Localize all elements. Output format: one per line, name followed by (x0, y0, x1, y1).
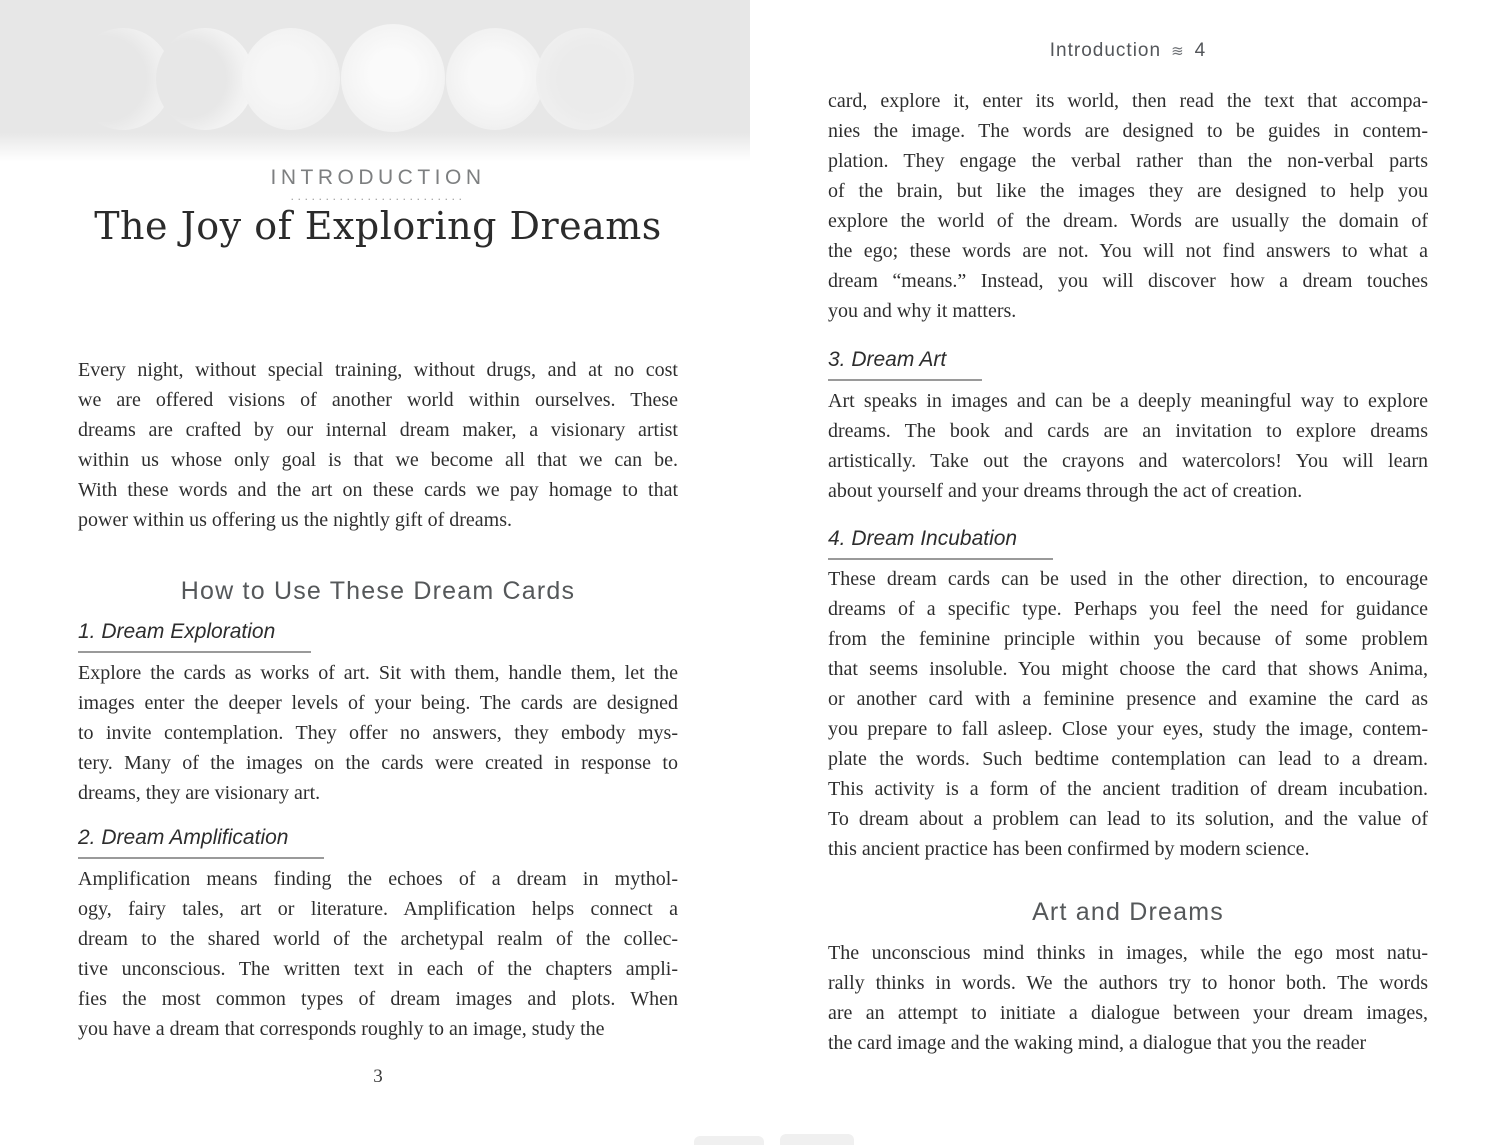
text-line: are an attempt to initiate a dialogue between your dream images, (828, 1002, 1428, 1024)
text-line: we are offered visions of another world within ourselves. These (78, 389, 678, 411)
subsection-heading-label: 4. Dream Incubation (828, 527, 1053, 560)
right-page (828, 0, 1428, 1145)
page-number-left: 3 (373, 1066, 383, 1087)
dream-exploration-paragraph (78, 658, 678, 808)
text-line: Amplification means finding the echoes of a dream in mythol- (78, 868, 678, 890)
text-line: dreams of a specific type. Perhaps you feel the need for guidance (828, 598, 1428, 620)
text-line: Every night, without special training, without drugs, and at no cost (78, 359, 678, 381)
running-header (828, 40, 1428, 62)
subsection-heading-label: 1. Dream Exploration (78, 620, 311, 653)
text-line: With these words and the art on these cards we pay homage to that (78, 479, 678, 501)
text-line: dream “means.” Instead, you will discover how a dream touches (828, 270, 1428, 292)
subsection-heading-label: 3. Dream Art (828, 348, 982, 381)
cropped-page-artifact (694, 1133, 854, 1145)
text-line: this ancient practice has been confirmed by modern science. (828, 838, 1310, 860)
section-heading-how-to-use: How to Use These Dream Cards (180, 577, 576, 605)
text-line: tive unconscious. The written text in each of the chapters ampli- (78, 958, 678, 980)
subsection-heading-label: 2. Dream Amplification (78, 826, 324, 859)
text-line: within us whose only goal is that we become all that we can be. (78, 449, 678, 471)
text-line: Explore the cards as works of art. Sit with them, handle them, let the (78, 662, 678, 684)
text-line: These dream cards can be used in the other direction, to encourage (828, 568, 1428, 590)
text-line: To dream about a problem can lead to its solution, and the value of (828, 808, 1428, 830)
text-line: fies the most common types of dream images and plots. When (78, 988, 678, 1010)
text-line: artistically. Take out the crayons and watercolors! You will learn (828, 450, 1428, 472)
text-line: that seems insoluble. You might choose the card that shows Anima, (828, 658, 1428, 680)
text-line: explore the world of the dream. Words are usually the domain of (828, 210, 1428, 232)
text-line: dreams. The book and cards are an invitation to explore dreams (828, 420, 1428, 442)
text-line: rally thinks in words. We the authors try to honor both. The words (828, 972, 1428, 994)
text-line: nies the image. The words are designed to be guides in contem- (828, 120, 1428, 142)
text-line: to invite contemplation. They offer no answers, they embody mys- (78, 722, 678, 744)
section-heading-art-and-dreams: Art and Dreams (1032, 898, 1224, 926)
text-line: card, explore it, enter its world, then read the text that accompa- (828, 90, 1428, 112)
text-line: you have a dream that corresponds roughly to an image, study the (78, 1018, 605, 1040)
art-and-dreams-paragraph (828, 938, 1428, 1058)
page-number-right: 4 (1194, 40, 1207, 61)
text-line: tery. Many of the images on the cards were created in response to (78, 752, 678, 774)
text-line: the ego; these words are not. You will not find answers to what a (828, 240, 1428, 262)
text-line: about yourself and your dreams through the act of creation. (828, 480, 1303, 502)
text-line: ogy, fairy tales, art or literature. Amplification helps connect a (78, 898, 678, 920)
text-line: you and why it matters. (828, 300, 1017, 322)
text-line: The unconscious mind thinks in images, while the ego most natu- (828, 942, 1428, 964)
text-line: you prepare to fall asleep. Close your eyes, study the image, contem- (828, 718, 1428, 740)
text-line: This activity is a form of the ancient tradition of dream incubation. (828, 778, 1428, 800)
text-line: images enter the deeper levels of your being. The cards are designed (78, 692, 678, 714)
text-line: dreams are crafted by our internal dream maker, a visionary artist (78, 419, 678, 441)
subsection-heading-dream-exploration (78, 620, 678, 653)
subsection-heading-dream-incubation (828, 527, 1428, 560)
text-line: of the brain, but like the images they are designed to help you (828, 180, 1428, 202)
text-line: or another card with a feminine presence and examine the card as (828, 688, 1428, 710)
chapter-title: The Joy of Exploring Dreams (94, 204, 662, 248)
subsection-heading-dream-art (828, 348, 1428, 381)
text-line: from the feminine principle within you because of some problem (828, 628, 1428, 650)
dream-art-paragraph (828, 386, 1428, 506)
flourish-icon: ≋ (1171, 43, 1185, 60)
text-line: plation. They engage the verbal rather than the non-verbal parts (828, 150, 1428, 172)
text-line: dream to the shared world of the archetypal realm of the collec- (78, 928, 678, 950)
continuation-paragraph (828, 86, 1428, 326)
dream-amplification-paragraph (78, 864, 678, 1044)
subsection-heading-dream-amplification (78, 826, 678, 859)
dotted-divider: ························· (290, 193, 466, 206)
intro-paragraph (78, 355, 678, 535)
text-line: Art speaks in images and can be a deeply meaningful way to explore (828, 390, 1428, 412)
left-page (78, 0, 678, 1145)
chapter-kicker: INTRODUCTION (270, 166, 486, 189)
text-line: plate the words. Such bedtime contemplation can lead to a dream. (828, 748, 1428, 770)
text-line: power within us offering us the nightly gift of dreams. (78, 509, 513, 531)
dream-incubation-paragraph (828, 564, 1428, 864)
text-line: the card image and the waking mind, a dialogue that you the reader (828, 1032, 1367, 1054)
text-line: dreams, they are visionary art. (78, 782, 321, 804)
running-header-label: Introduction (1049, 40, 1162, 61)
